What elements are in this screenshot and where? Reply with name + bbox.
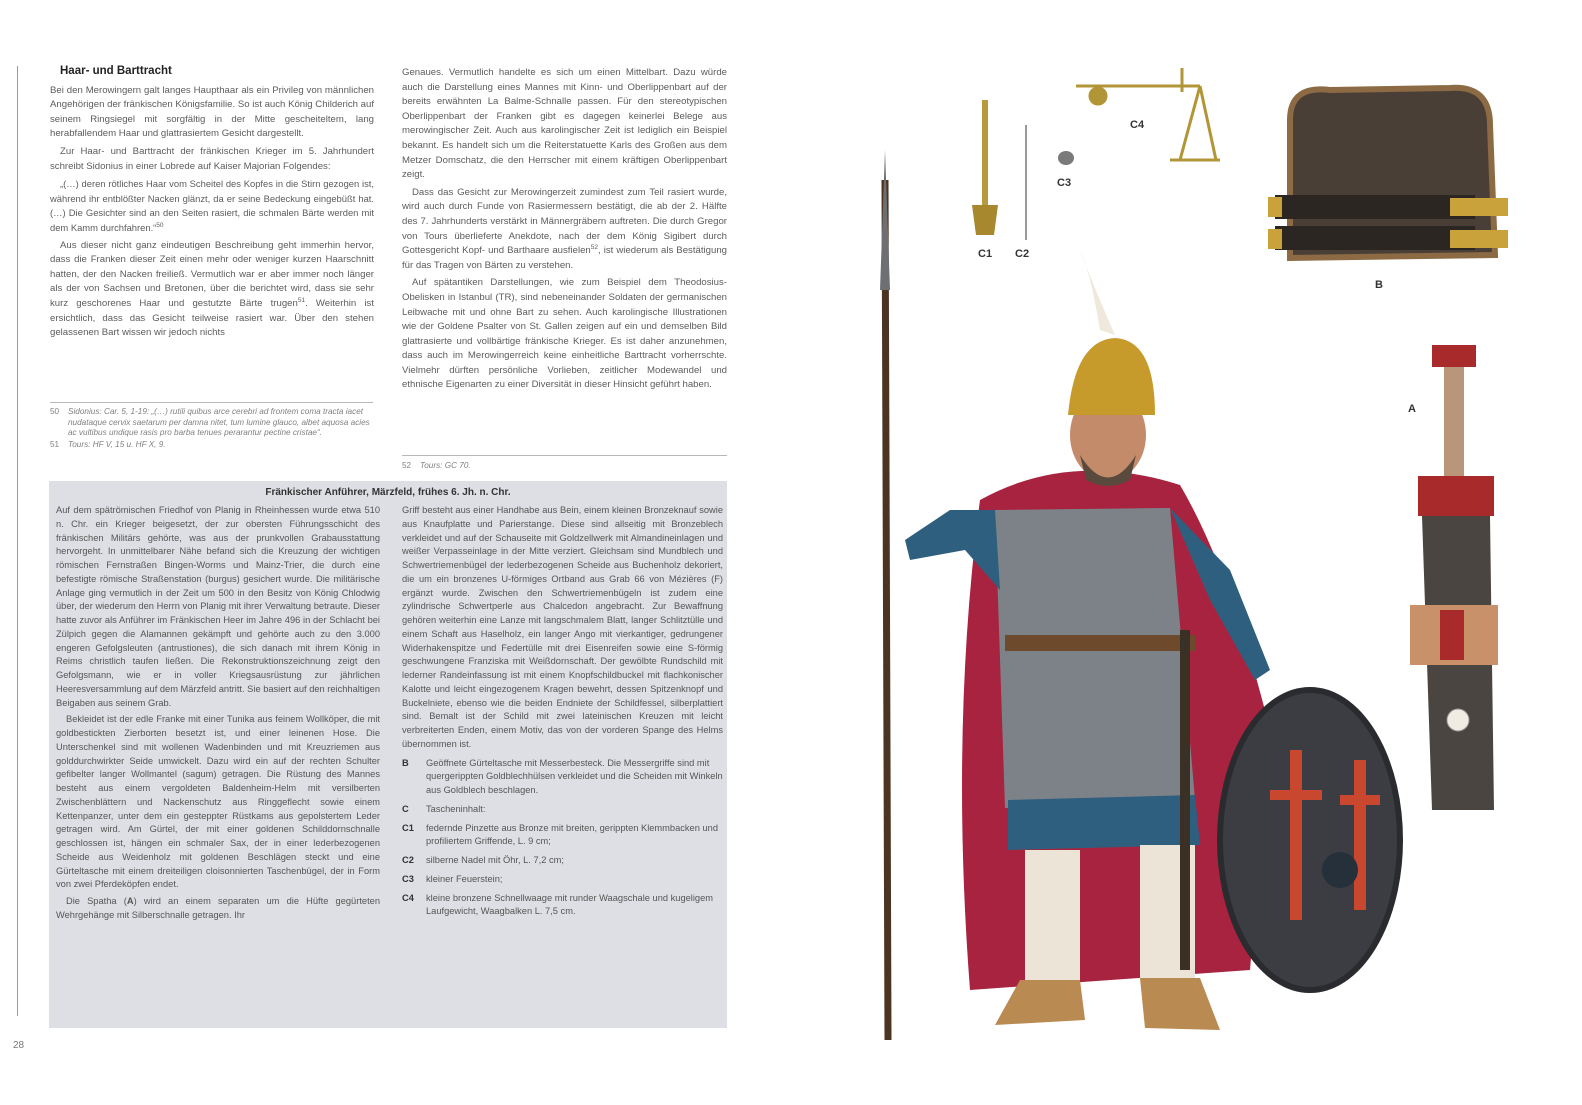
legend-item: C2 silberne Nadel mit Öhr, L. 7,2 cm;: [402, 855, 564, 865]
frankish-leader-illustration: [750, 30, 1582, 1100]
caption-paragraph: Bekleidet ist der edle Franke mit einer Tunika aus feinem Wollköper, die mit goldbestickten Zierborten besetzt ist, und einer leinenen Hose. Die Unterschenkel sind mit wollenen Wadenbinden und mit Kreuzriemen aus golddurchwirkter Seide umwickelt. Dazu wird ein auf der rechten Schulter gefibelter langer Wollmantel (sagum) getragen. Die Rüstung des Mannes besteht aus einem vergoldeten Baldenheim-Helm mit versilberten Zwischenblättern und Nackenschutz aus Ringgeflecht sowie einem Kettenpanzer, unter dem ein gesteppter Rüstkams aus gepolstertem Leder getragen wird. Am Gürtel, der mit einer goldenen Schilddornschnalle geschlossen ist, hängen ein schmaler Sax, der in einer lederbezogenen Scheide aus Weidenholz mit goldenen Beschlägen steckt und eine Gürteltasche mit einem dreiteiligen cloisonnierten Taschenbügel, der in Form von zwei Pferdeköpfen endet.: [56, 714, 380, 890]
article-column-1: [50, 64, 374, 344]
label-b: B: [1375, 279, 1383, 291]
illustration: [750, 30, 1582, 1100]
belt-pouch-illustration: [1268, 88, 1508, 258]
caption-box: [49, 481, 727, 1028]
flint-illustration: [1058, 151, 1074, 165]
caption-column-1: [56, 504, 380, 926]
article-paragraph: Zur Haar- und Barttracht der fränkischen Krieger im 5. Jahrhundert schreibt Sidonius in einer Lobrede auf Kaiser Majorian Folgendes:: [50, 145, 374, 172]
footnotes-left: [50, 407, 372, 451]
quotation: „(…) deren rötliches Haar vom Scheitel des Kopfes in die Stirn gezogen ist, während ihr entblößter Nacken glänzt, da er seine Bedeckung eingebüßt hat. (…) Die Gesichter sind an den Seiten rasiert, die schmalen Bärte werden mit dem Kamm durchfahren.“$^{50}$: [50, 178, 374, 233]
footnote-ref: 51: [297, 296, 306, 304]
scale-illustration: [1076, 68, 1220, 160]
caption-paragraph: Griff besteht aus einer Handhabe aus Bein, einem kleinen Bronzeknauf sowie aus Knaufplatte und Parierstange. Diese sind allseitig mit Bronzeblech verkleidet und auf der Schauseite mit Goldzellwerk mit Almandineinlagen und weißer Verpasseinlage in der Mitte verziert. Gleichsam sind Mundblech und Schwertriemenbügel der lederbezogenen Scheide aus Buchenholz dekoriert, die um ein bronzenes U-förmiges Ortband aus Grab 66 von Mézières (F) ergänzt wurde. Zwischen den Schwertriemenbügeln ist zudem eine zylindrische Schwertperle aus Chalcedon angebracht. Zur Bewaffnung gehören weiterhin eine Lanze mit langschmalem Blatt, langer Schlitztülle und einem Schaft aus Haselholz, ein langer Ango mit vierkantiger, gedrungener Widerhakenspitze und Federtülle mit drei Eisenreifen sowie eine S-förmig geschwungene Franziska mit Weißdornschaft. Der gewölbte Rundschild mit lederner Randeinfassung ist mit einem Knopfschildbuckel mit flachkonischer Kalotte und leicht eingezogenem Kragen bewehrt, dessen Spitzenknopf und Buckelniete, ebenso wie die beiden Endniete der Schildfessel, silberplattiert sind. Bemalt ist der Schild mit zwei lateinischen Kreuzen mit leicht verbreiterten Enden, einem Motiv, das von der vorderen Spange des Helms übernommen ist.: [402, 505, 723, 749]
tweezers-illustration: [972, 100, 998, 235]
caption-paragraph: Auf dem spätrömischen Friedhof von Planig in Rheinhessen wurde etwa 510 n. Chr. ein Krieger beigesetzt, der zur obersten Führungsschicht des fränkischen Militärs gehörte, was aus der prunkvollen Grabausstattung hervorgeht. In unmittelbarer Nähe befand sich die Kreuzung der wichtigen römischen Fernstraßen Bingen-Worms und Mainz-Trier, die durch eine befestigte römische Straßenstation (burgus) gesichert wurde. Die militärische Anlage ging vermutlich in der Zeit um 500 in den Besitz von König Chlodwig über, der wiederum den Herrn von Planig mit ihrer Verwaltung betraute. Dieser hatte zuvor als Anführer im Fränkischen Heer im Jahre 496 in der Schlacht bei Zülpich gegen die Alamannen gekämpft und gehörte auch zu den 3.000 engeren Gefolgsleuten (antrustiones), die sich danach mit ihrem König in Reims christlich taufen ließen. Die Rekonstruktionszeichnung zeigt den Gefolgsmann, wie er in voller Kriegsausrüstung zur jährlichen Heeresversammlung auf dem Märzfeld antritt. Sie basiert auf den reichhaltigen Beigaben aus seinem Grab.: [56, 505, 381, 708]
section-heading: Haar- und Barttracht: [60, 65, 172, 77]
footnote-rule: [402, 455, 727, 456]
legend-item: B Geöffnete Gürteltasche mit Messerbesteck. Die Messergriffe sind mit quergerippten Goldblechhülsen verkleidet und die Scheiden mit Winkeln aus Goldblech beschlagen.: [402, 757, 723, 795]
legend-item: C Tascheninhalt:: [402, 803, 486, 814]
footnote-rule: [50, 402, 373, 403]
label-c4: C4: [1130, 119, 1145, 131]
label-c2: C2: [1015, 248, 1030, 260]
page-number: 28: [13, 1040, 25, 1051]
legend-item: C3 kleiner Feuerstein;: [402, 873, 503, 884]
label-c3: C3: [1057, 177, 1072, 189]
legend-item: C1 federnde Pinzette aus Bronze mit breiten, gerippten Klemmbacken und profiliertem Griffende, L. 9 cm;: [402, 822, 718, 847]
margin-rule: [17, 66, 18, 1016]
article-paragraph: Bei den Merowingern galt langes Haupthaar als ein Privileg von männlichen Angehörigen der fränkischen Königsfamilie. So ist auch König Childerich auf seinem Ringsiegel mit sorgfältig in der Mitte gescheiteltem, lang herabfallendem Haar und glattrasiertem Gesicht dargestellt.: [50, 84, 374, 140]
footnote-ref: 52: [590, 243, 598, 251]
footnote: 50 Sidonius: Car. 5, 1-19: „(…) rutili quibus arce cerebri ad frontem coma tracta iacet nudataque cervix saetarum per damna nitet, tum lumine glauco, albet aquosa acies ac vultibus undique rasis pro barba tenues perarantur pectine cristae“.: [50, 407, 370, 438]
footnote: 52 Tours: GC 70.: [402, 461, 471, 470]
article-column-2: [402, 66, 727, 396]
legend-item: C4 kleine bronzene Schnellwaage mit runder Waagschale und kugeligem Laufgewicht, Waagbalken L. 7,5 cm.: [402, 892, 713, 917]
caption-column-2: [402, 504, 723, 924]
article-paragraph: Dass das Gesicht zur Merowingerzeit zumindest zum Teil rasiert wurde, wird auch durch Funde von Rasiermessern bestätigt, die ab der 2. Hälfte des 7. Jahrhunderts verstärkt in Männergräbern auftreten. Die durch Gregor von Tours überlieferte Anekdote, nach der dem König Sigibert durch Gottesgericht Kopf- und Barthaare ausfielen$^{52}$, ist wiederum als Bestätigung für das Tragen von Bärten zu verstehen.: [402, 186, 727, 271]
footnotes-right: [402, 461, 727, 473]
article-paragraph: Aus dieser nicht ganz eindeutigen Beschreibung geht immerhin hervor, dass die Franken dieser Zeit einen mehr oder weniger kurzen Haarschnitt hatten, der den Nacken freiließ. Vermutlich war er aber immer noch länger als der von Sachsen und Bretonen, über die berichtet wird, dass sie sehr kurz geschorenes Haar und gestutzte Bärte trugen$^{51}$. Weiterhin ist ersichtlich, dass das Gesicht teilweise rasiert war. Über den stehen gelassenen Bart wissen wir jedoch nichts: [50, 239, 375, 339]
legend: [402, 757, 723, 920]
label-c1: C1: [978, 248, 993, 260]
frankish-warrior-figure: [880, 150, 1400, 1040]
article-paragraph: Genaues. Vermutlich handelte es sich um einen Mittelbart. Dazu würde auch die Darstellung eines Mannes mit Kinn- und Oberlippenbart auf der bereits erwähnten La Balme-Schnalle passen. Für den stereotypischen Oberlippenbart der Franken gibt es dagegen keinerlei Belege aus merowingischer Zeit. Auch aus karolingischer Zeit ist lediglich ein Beispiel bekannt. Es handelt sich um die Reiterstatuette Karls des Großen aus dem Metzer Domschatz, die den Herrscher mit einem kräftigen Oberlippenbart zeigt.: [402, 67, 727, 181]
article-paragraph: Auf spätantiken Darstellungen, wie zum Beispiel dem Theodosius-Obelisken in Istanbul (TR), sind nebeneinander Soldaten der germanischen Leibwache mit und ohne Bart zu sehen. Auch karolingische Illustrationen wie der Goldene Psalter von St. Gallen zeigen auf ein und demselben Bild glattrasierte und vollbärtige fränkische Krieger. Es ist daher anzunehmen, dass auch im Merowingerreich keine einheitliche Barttracht vorherrschte. Vielmehr dürften persönliche Vorlieben, zeitlicher Modewandel und ethnische Eigenarten zu einer Diversität in dieser Hinsicht geführt haben.: [402, 277, 727, 391]
caption-box-title: Fränkischer Anführer, Märzfeld, frühes 6. Jh. n. Chr.: [265, 487, 511, 498]
caption-paragraph: Die Spatha (A) wird an einem separaten um die Hüfte gegürteten Wehrgehänge mit Silberschnalle getragen. Ihr: [56, 896, 380, 920]
label-a: A: [1408, 403, 1416, 415]
footnote-ref: 50: [156, 221, 164, 229]
footnote: 51 Tours: HF V, 15 u. HF X, 9.: [50, 439, 166, 449]
spatha-scabbard-illustration: [1410, 345, 1498, 810]
